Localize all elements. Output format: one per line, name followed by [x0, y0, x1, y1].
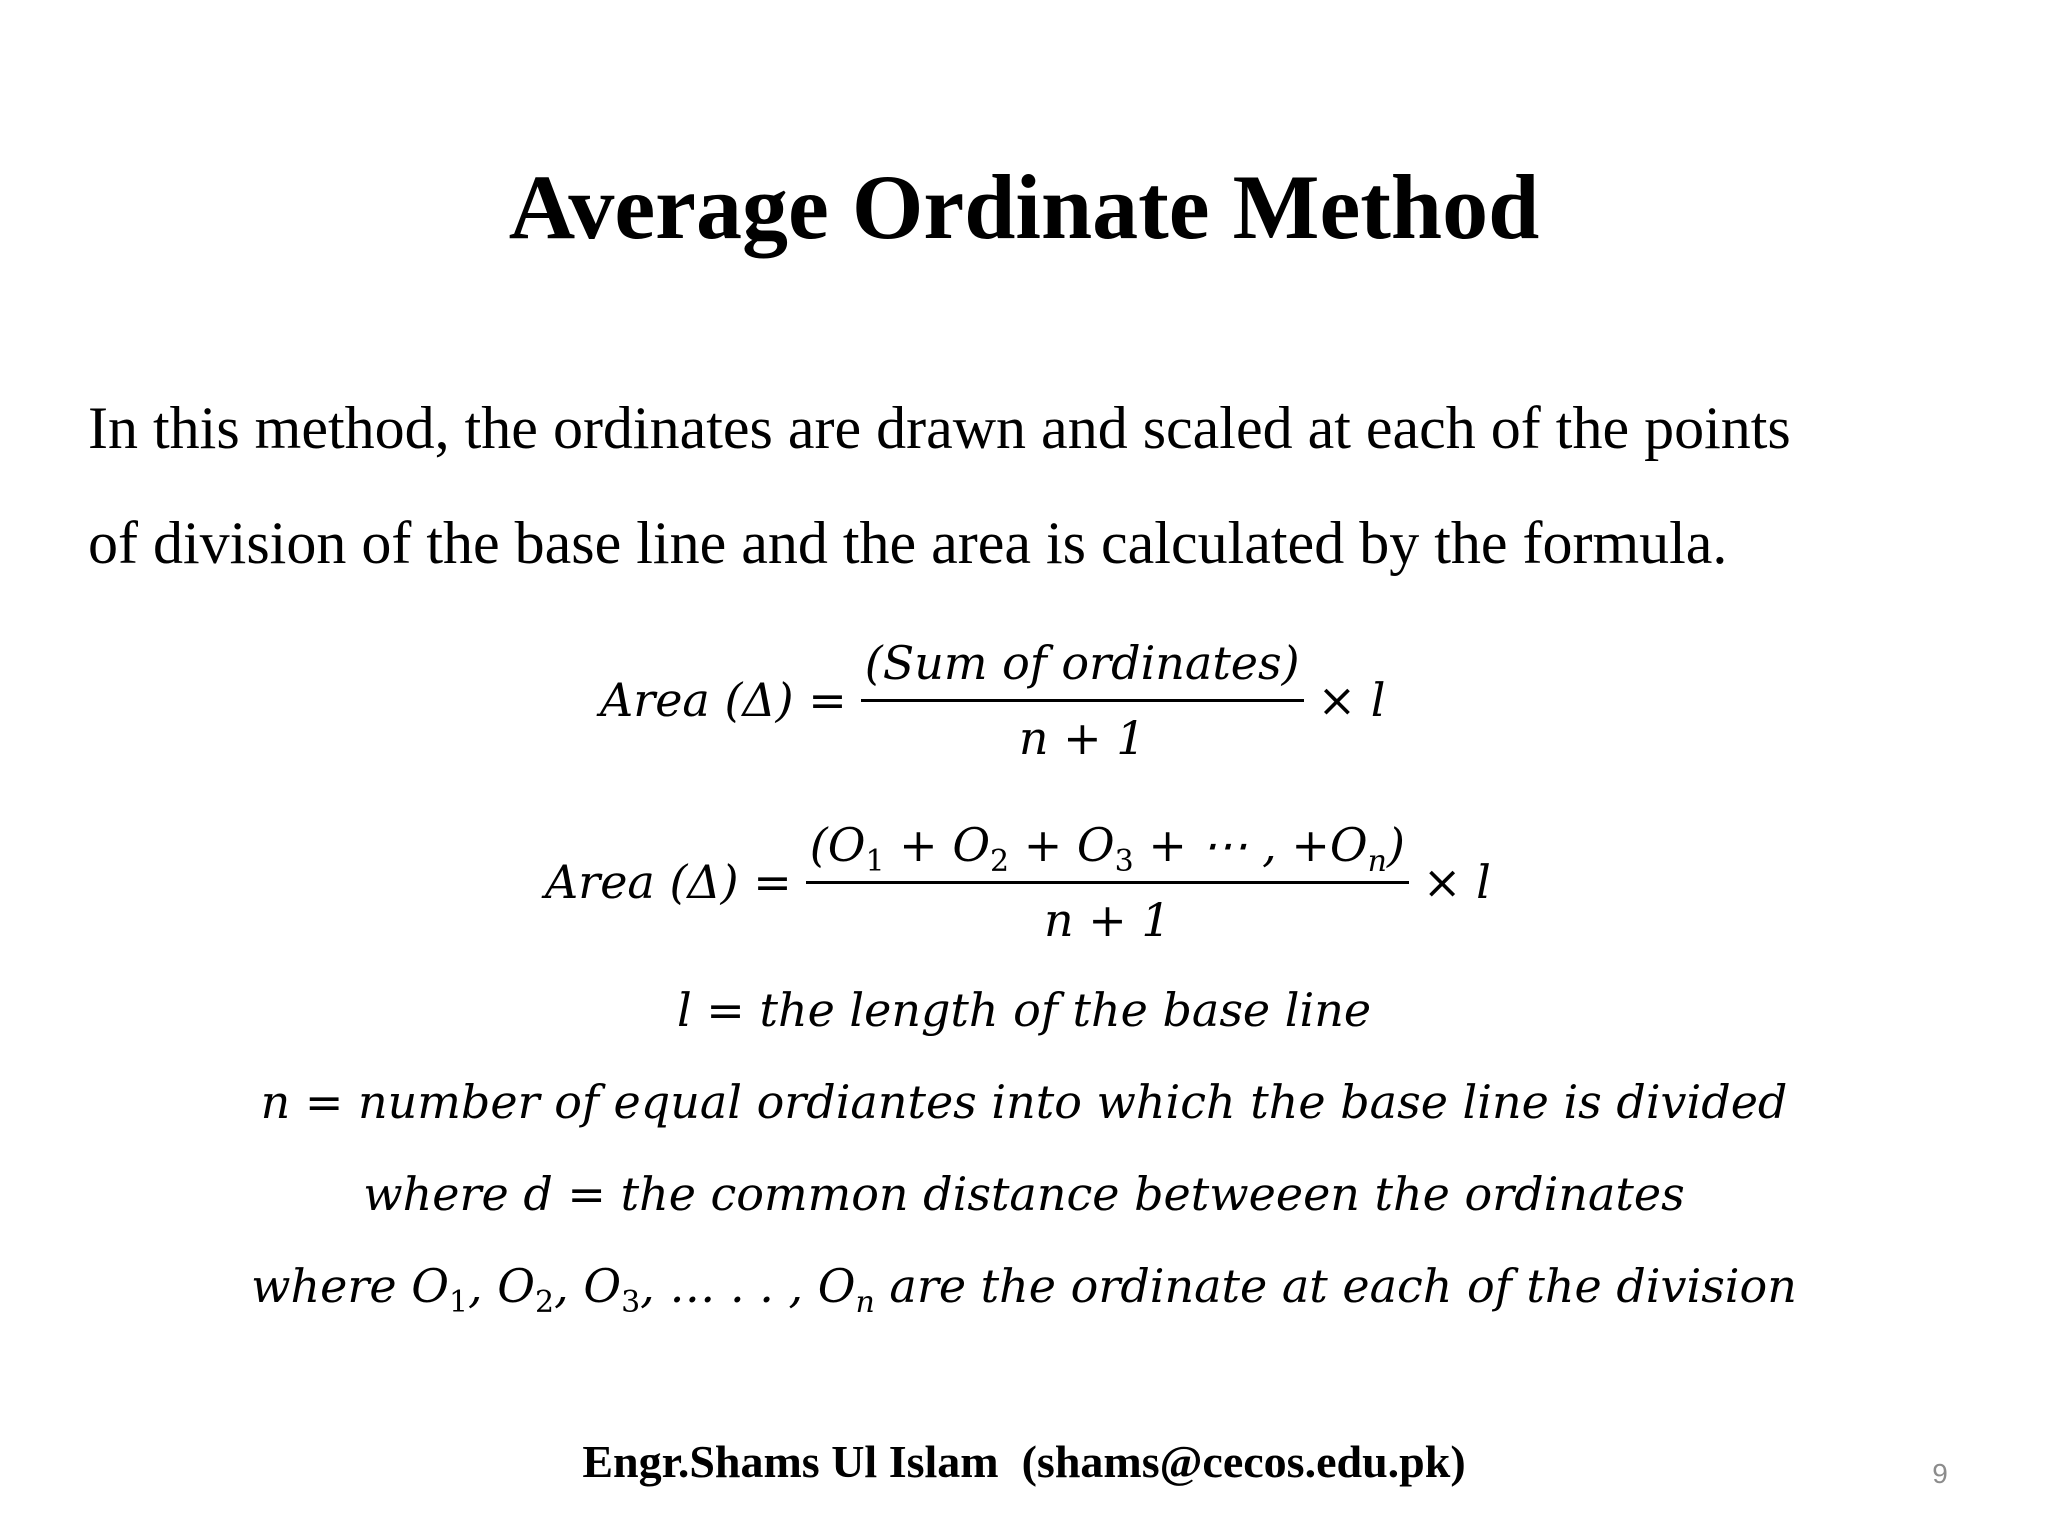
formula-1-lhs: Area (Δ) =: [600, 673, 847, 727]
formula-2-sub-n: n: [1367, 843, 1387, 879]
definition-o-mid-1: , O: [468, 1259, 535, 1313]
formula-2-fraction-bar: [806, 881, 1409, 884]
paragraph-line-2: of division of the base line and the area is calculated by the formula.: [88, 510, 1728, 576]
formula-2-numerator: [806, 813, 1409, 877]
formula-1-numerator: (Sum of ordinates): [864, 635, 1300, 690]
formula-2-plus-1: + O: [884, 817, 991, 872]
formula-area-ordinates: [545, 812, 1491, 952]
definition-o: [0, 1256, 2048, 1320]
formula-area-sum: [600, 630, 1385, 770]
formula-2-sub-3: 3: [1114, 843, 1134, 879]
definition-o-sub-2: 2: [535, 1285, 555, 1320]
paragraph-line-1: In this method, the ordinates are drawn and scaled at each of the points: [88, 395, 1791, 461]
definition-o-prefix: where O: [251, 1259, 449, 1313]
page-number: 9: [1932, 1458, 1948, 1489]
definition-d: where d = the common distance betweeen the ordinates: [363, 1167, 1685, 1221]
formula-2-rest: + ⋯ , +O: [1133, 817, 1368, 872]
definition-o-mid-3: , … . . , O: [640, 1259, 856, 1313]
formula-1-fraction: [861, 631, 1304, 770]
formula-1-denominator: n + 1: [1018, 710, 1146, 765]
slide-title: Average Ordinate Method: [508, 156, 1540, 258]
formula-2-sub-2: 2: [990, 843, 1010, 879]
formula-2-rhs: × l: [1422, 855, 1491, 909]
formula-2-num-close: ): [1386, 817, 1405, 872]
definition-o-mid-2: , O: [554, 1259, 622, 1313]
formula-2-lhs: Area (Δ) =: [545, 855, 792, 909]
formula-1-rhs: × l: [1317, 673, 1386, 727]
definition-o-sub-n: n: [855, 1285, 875, 1320]
definition-n: n = number of equal ordiantes into which the base line is divided: [260, 1075, 1788, 1129]
formula-2-sub-1: 1: [865, 843, 885, 879]
definition-o-suffix: are the ordinate at each of the division: [874, 1259, 1797, 1313]
footer-author: Engr.Shams Ul Islam (shams@cecos.edu.pk): [582, 1436, 1466, 1487]
formula-2-plus-2: + O: [1009, 817, 1115, 872]
formula-2-num-open: (O: [809, 817, 866, 872]
formula-1-fraction-bar: [861, 699, 1304, 702]
formula-2-fraction: [806, 813, 1409, 952]
definition-l: l = the length of the base line: [676, 983, 1372, 1037]
formula-2-denominator: n + 1: [1044, 892, 1171, 947]
definition-o-sub-1: 1: [448, 1285, 469, 1320]
definition-o-sub-3: 3: [621, 1285, 641, 1320]
